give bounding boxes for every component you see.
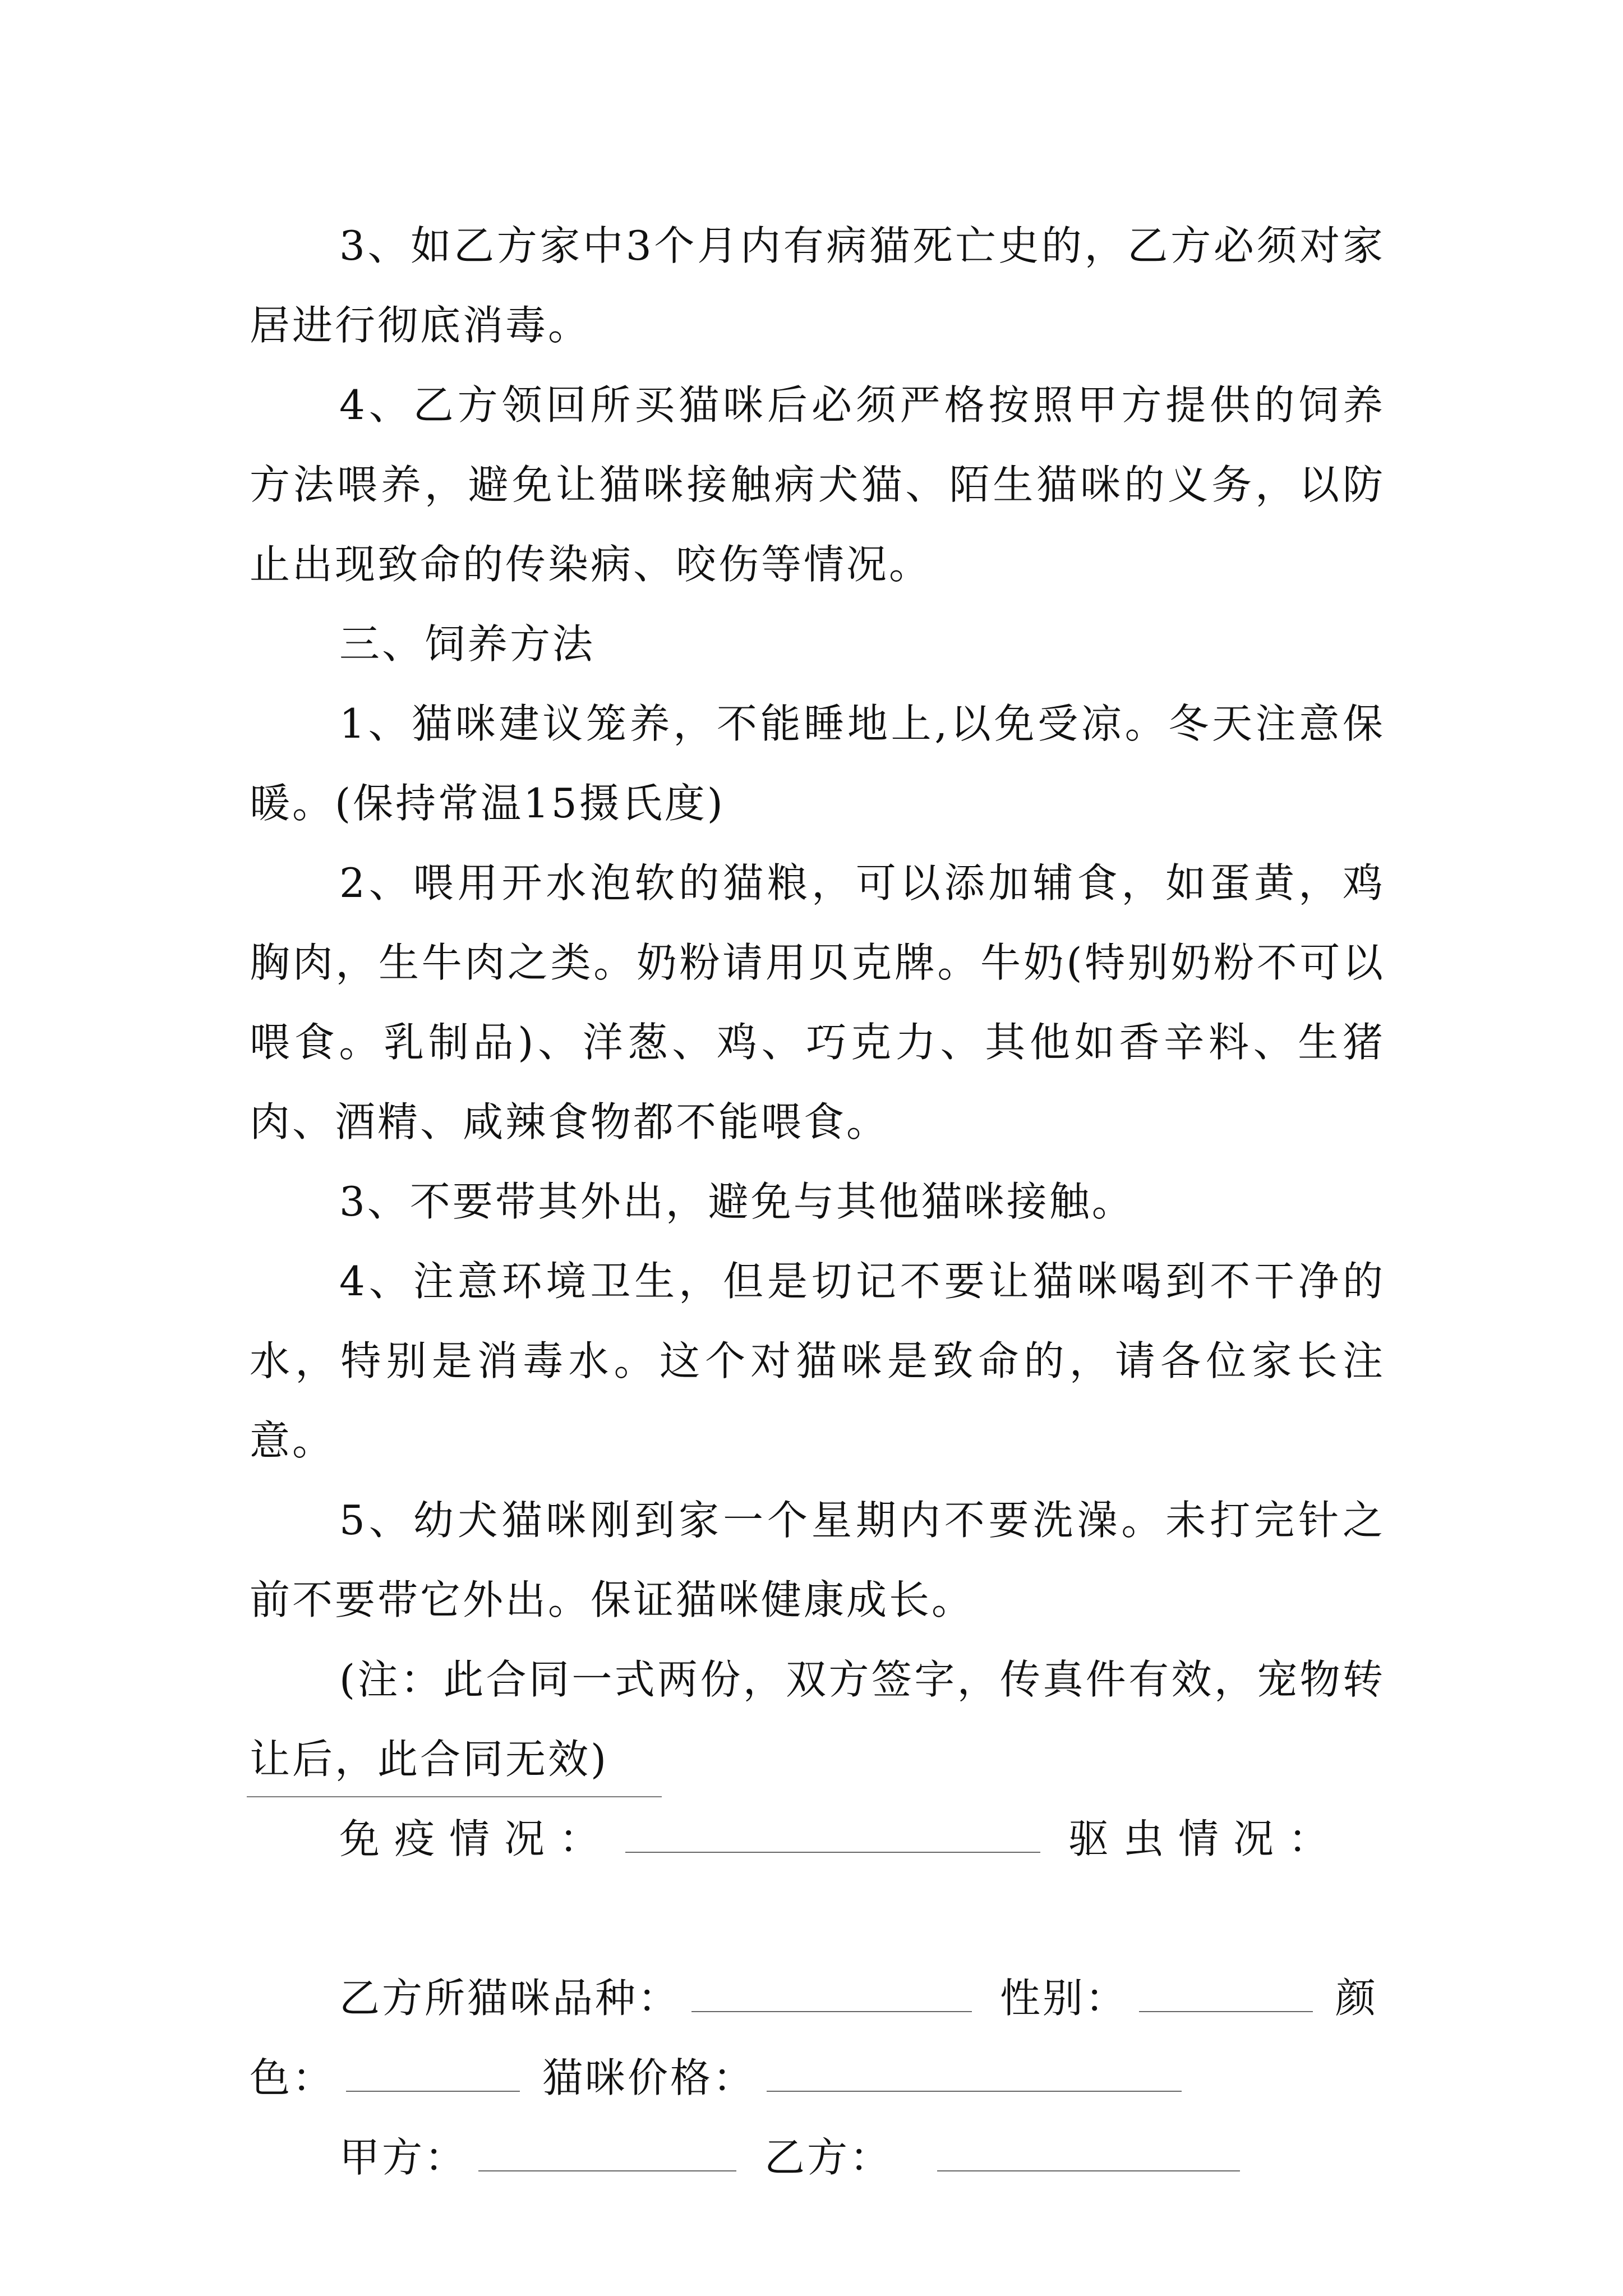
party-a-label: 甲方： bbox=[339, 2134, 468, 2181]
price-blank[interactable] bbox=[767, 2057, 1182, 2092]
contract-note: (注：此合同一式两份，双方签字，传真件有效，宠物转让后，此合同无效) bbox=[250, 1656, 1385, 1783]
contract-body bbox=[250, 206, 1385, 2197]
deworming-label: 驱虫情况： bbox=[1068, 1815, 1344, 1862]
party-a-signature-blank[interactable] bbox=[478, 2137, 736, 2171]
feeding-item-3: 3、不要带其外出，避免与其他猫咪接触。 bbox=[339, 1178, 1135, 1225]
feeding-item-4: 4、注意环境卫生，但是切记不要让猫咪喝到不干净的水，特别是消毒水。这个对猫咪是致命的，请各位家长注意。 bbox=[250, 1258, 1385, 1464]
immunization-blank[interactable] bbox=[625, 1818, 1040, 1853]
section-heading-feeding-method: 三、饲养方法 bbox=[339, 620, 596, 668]
immunization-label: 免疫情况： bbox=[339, 1815, 615, 1862]
sex-blank[interactable] bbox=[1139, 1977, 1313, 2012]
party-b-label: 乙方： bbox=[764, 2134, 893, 2181]
color-label-start: 颜 bbox=[1335, 1975, 1378, 2022]
price-label: 猫咪价格： bbox=[542, 2054, 756, 2101]
clause-feeding-obligation: 4、乙方领回所买猫咪后必须严格按照甲方提供的饲养方法喂养，避免让猫咪接触病犬猫、陌生猫咪的义务，以防止出现致命的传染病、咬伤等情况。 bbox=[250, 381, 1385, 588]
deworming-line-row bbox=[250, 1879, 1385, 1958]
sex-label: 性别： bbox=[1000, 1975, 1128, 2022]
color-price-row bbox=[250, 2038, 1385, 2118]
feeding-item-5: 5、幼犬猫咪刚到家一个星期内不要洗澡。未打完针之前不要带它外出。保证猫咪健康成长。 bbox=[250, 1497, 1385, 1623]
signature-row bbox=[250, 2118, 1385, 2197]
party-b-signature-blank[interactable] bbox=[937, 2137, 1240, 2171]
health-status-row bbox=[250, 1799, 1385, 1879]
clause-disinfection: 3、如乙方家中3个月内有病猫死亡史的，乙方必须对家居进行彻底消毒。 bbox=[250, 222, 1385, 349]
breed-blank[interactable] bbox=[691, 1977, 972, 2012]
breed-label: 乙方所猫咪品种： bbox=[339, 1975, 681, 2022]
breed-row bbox=[250, 1958, 1385, 2038]
deworming-blank[interactable] bbox=[247, 1796, 662, 1797]
color-label-end: 色： bbox=[250, 2054, 335, 2101]
feeding-item-2: 2、喂用开水泡软的猫粮，可以添加辅食，如蛋黄，鸡胸肉，生牛肉之类。奶粉请用贝克牌。牛奶(特别奶粉不可以喂食。乳制品)、洋葱、鸡、巧克力、其他如香辛料、生猪肉、酒精、咸辣食物都不能喂食。 bbox=[250, 859, 1385, 1145]
feeding-item-1: 1、猫咪建议笼养，不能睡地上,以免受凉。冬天注意保暖。(保持常温15摄氏度) bbox=[250, 700, 1385, 827]
color-blank[interactable] bbox=[346, 2057, 520, 2092]
